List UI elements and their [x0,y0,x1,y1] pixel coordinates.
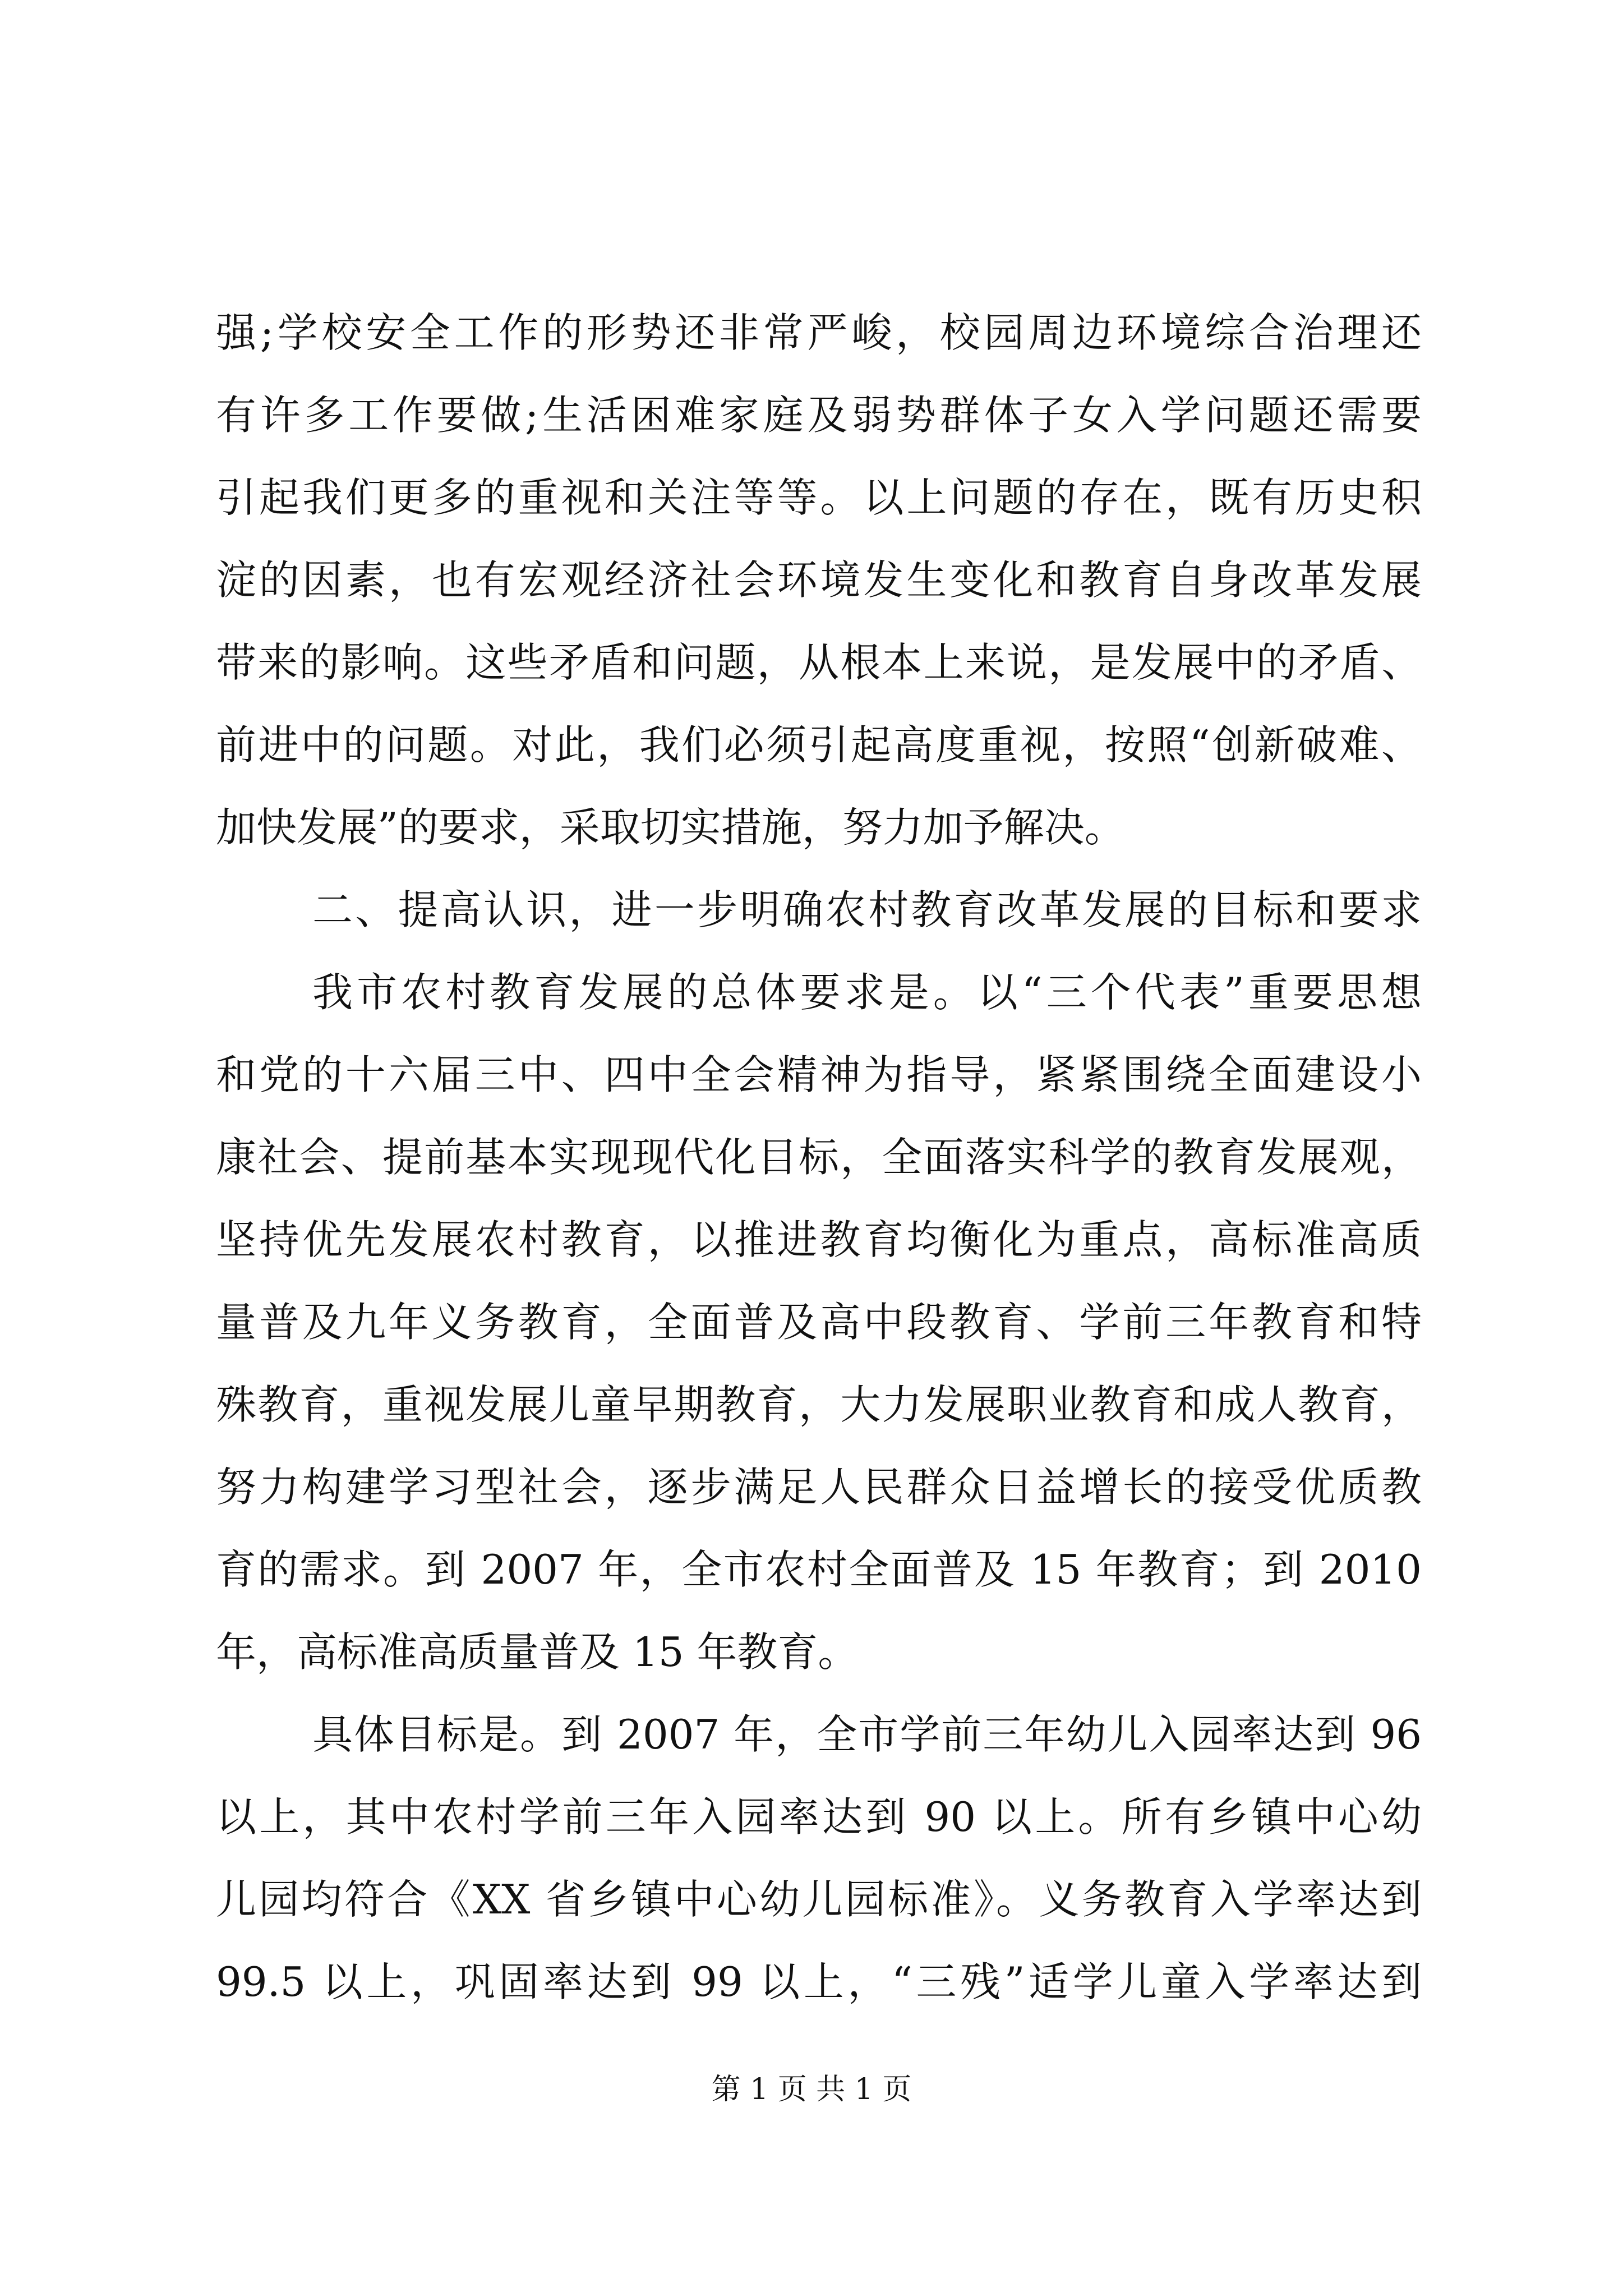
text-line: 引起我们更多的重视和关注等等。以上问题的存在，既有历史积 [216,474,1422,521]
text-line: 殊教育，重视发展儿童早期教育，大力发展职业教育和成人教育， [216,1381,1422,1428]
text-line: 努力构建学习型社会，逐步满足人民群众日益增长的接受优质教 [216,1464,1422,1511]
text-line: 带来的影响。这些矛盾和问题，从根本上来说，是发展中的矛盾、 [216,639,1422,686]
text-line: 年，高标准高质量普及 15 年教育。 [216,1628,859,1676]
text-line: 康社会、提前基本实现现代化目标，全面落实科学的教育发展观， [216,1134,1422,1181]
text-line: 前进中的问题。对此，我们必须引起高度重视，按照“创新破难、 [216,721,1422,769]
text-line: 99.5 以上，巩固率达到 99 以上，“三残”适学儿童入学率达到 [216,1958,1422,2005]
text-line: 量普及九年义务教育，全面普及高中段教育、学前三年教育和特 [216,1299,1422,1346]
text-line: 淀的因素，也有宏观经济社会环境发生变化和教育自身改革发展 [216,556,1422,604]
document-body [216,292,1422,2023]
section-heading: 二、提高认识，进一步明确农村教育改革发展的目标和要求 [312,886,1422,933]
text-line: 育的需求。到 2007 年，全市农村全面普及 15 年教育；到 2010 [216,1546,1422,1593]
text-line: 具体目标是。到 2007 年，全市学前三年幼儿入园率达到 96 [312,1711,1422,1758]
text-line: 有许多工作要做;生活困难家庭及弱势群体子女入学问题还需要 [216,392,1422,439]
text-line: 和党的十六届三中、四中全会精神为指导，紧紧围绕全面建设小 [216,1051,1422,1098]
page-footer: 第 1 页 共 1 页 [711,2073,912,2106]
text-line: 儿园均符合《XX 省乡镇中心幼儿园标准》。义务教育入学率达到 [216,1876,1422,1923]
text-line: 加快发展”的要求，采取切实措施，努力加予解决。 [216,804,1125,851]
text-line: 强;学校安全工作的形势还非常严峻，校园周边环境综合治理还 [216,309,1422,356]
text-line: 我市农村教育发展的总体要求是。以“三个代表”重要思想 [312,969,1422,1016]
text-line: 以上，其中农村学前三年入园率达到 90 以上。所有乡镇中心幼 [216,1793,1422,1841]
text-line: 坚持优先发展农村教育，以推进教育均衡化为重点，高标准高质 [216,1216,1422,1263]
